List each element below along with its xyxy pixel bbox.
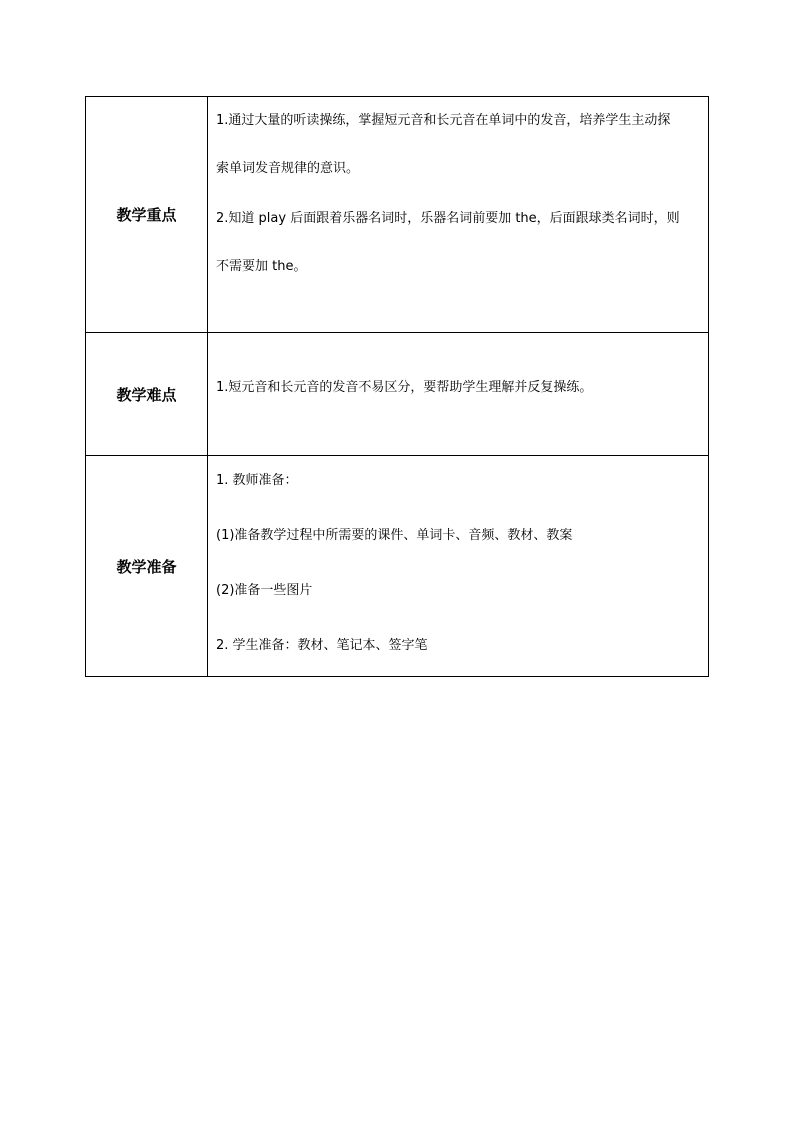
row-content-preparation <box>208 456 709 677</box>
row-content-key-points <box>208 97 709 333</box>
row-label-difficulties: 教学难点 <box>86 333 208 456</box>
content-line: (2)准备一些图片 <box>216 583 313 598</box>
row-label-key-points: 教学重点 <box>86 97 208 333</box>
content-line: 2.知道 play 后面跟着乐器名词时，乐器名词前要加 the，后面跟球类名词时，则 <box>216 211 680 226</box>
row-content-difficulties <box>208 333 709 456</box>
table-row-difficulties <box>86 333 709 456</box>
content-line: 索单词发音规律的意识。 <box>216 161 360 176</box>
row-label-preparation: 教学准备 <box>86 456 208 677</box>
content-line: 1. 教师准备： <box>216 473 298 488</box>
table-row-preparation <box>86 456 709 677</box>
lesson-plan-table <box>85 96 709 677</box>
table-row-key-points <box>86 97 709 333</box>
content-line: 1.通过大量的听读操练，掌握短元音和长元音在单词中的发音，培养学生主动探 <box>216 113 671 128</box>
content-line: 不需要加 the。 <box>216 259 307 274</box>
content-line: 1.短元音和长元音的发音不易区分，要帮助学生理解并反复操练。 <box>216 380 593 395</box>
content-line: (1)准备教学过程中所需要的课件、单词卡、音频、教材、教案 <box>216 528 573 543</box>
content-line: 2. 学生准备：教材、笔记本、签字笔 <box>216 638 428 653</box>
